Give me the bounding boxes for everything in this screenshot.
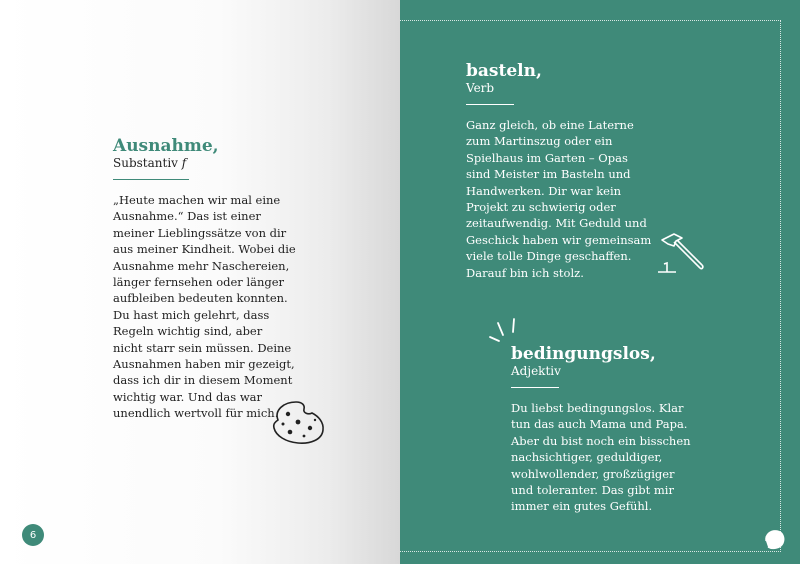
cookie-icon xyxy=(268,398,330,446)
page-number: 6 xyxy=(22,524,44,546)
hammer-icon xyxy=(652,230,708,278)
headword: bedingungslos, xyxy=(511,344,656,364)
part-of-speech: Verb xyxy=(466,81,495,95)
part-of-speech: Adjektiv xyxy=(511,364,561,378)
entry-basteln xyxy=(466,61,651,281)
divider xyxy=(113,179,189,180)
gender-label: f xyxy=(181,156,187,170)
entry-text: „Heute machen wir mal eine Ausnahme.“ Das ist einer meiner Lieblingssätze von dir aus meiner Kindheit. Wobei die Ausnahme mehr Naschereien, länger fernsehen oder länger aufbleiben bedeuten konnten. Du hast mich gelehrt, dass Regeln wichtig sind, aber nicht starr sein müssen. Deine Ausnahmen haben mir gezeigt, dass ich dir in diesem Moment wichtig war. Und das war unendlich wertvoll für mich. xyxy=(113,193,296,421)
entry-ausnahme xyxy=(113,136,296,422)
headword: basteln, xyxy=(466,61,542,81)
divider xyxy=(511,387,559,388)
part-of-speech xyxy=(113,156,296,171)
entry-text: Ganz gleich, ob eine Laterne zum Martinszug oder ein Spielhaus im Garten – Opas sind Meister im Basteln und Handwerken. Dir war kein Projekt zu schwierig oder zeitaufwendig. Mit Geduld und Geschick haben wir gemeinsam viele tolle Dinge geschaffen. Darauf bin ich stolz. xyxy=(466,118,652,280)
headword: Ausnahme, xyxy=(113,136,219,156)
part-of-speech-label: Substantiv xyxy=(113,156,178,170)
right-page xyxy=(400,0,800,564)
entry-text: Du liebst bedingungslos. Klar tun das auch Mama und Papa. Aber du bist noch ein bisschen nachsichtiger, geduldiger, wohlwollender, großzügiger und toleranter. Das gibt mir immer ein gutes Gefühl. xyxy=(511,401,691,514)
entry-bedingungslos xyxy=(511,344,691,515)
circle-icon xyxy=(760,527,788,553)
divider xyxy=(466,104,514,105)
